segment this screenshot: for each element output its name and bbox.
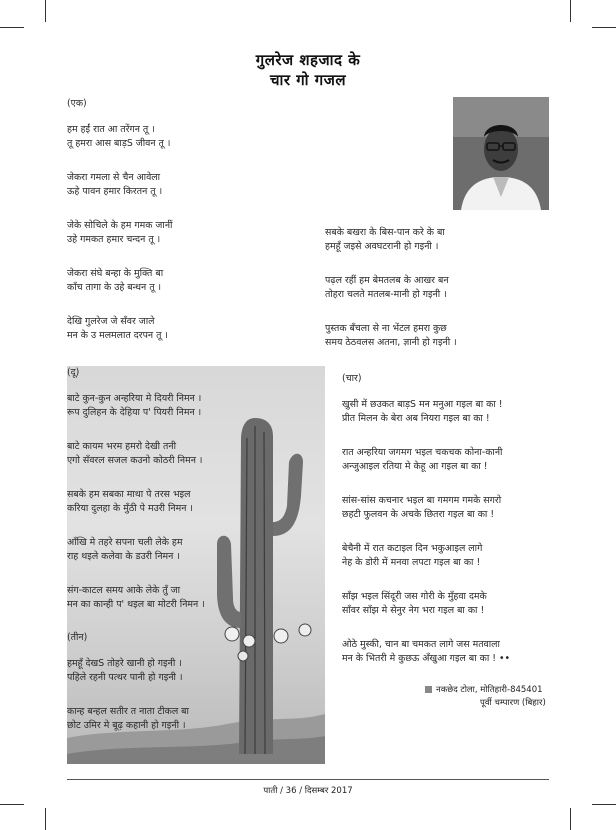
crop-mark <box>592 804 616 805</box>
couplet <box>67 392 205 420</box>
verse-line: राह थइले कलेवा के डउरी निमन । <box>67 551 180 562</box>
verse-line: काँच तागा के उहे बन्धन तू । <box>67 282 162 293</box>
crop-mark <box>0 27 24 28</box>
couplet <box>342 590 510 618</box>
verse-line: कान्ह बन्हल सतीर त नाता टीकल बा <box>67 706 189 717</box>
couplet <box>67 267 172 295</box>
verse-line: सबके बखरा के बिस-पान करे के बा <box>325 227 445 238</box>
couplet <box>67 705 189 733</box>
verse-line: हम हईं रात आ तरेंगन तू । <box>67 124 155 135</box>
verse-line: साँझ भइल सिंदूरी जस गोरी के मुँहवा दमके <box>342 591 487 602</box>
verse-line: आँखि मे तहरे सपना चली लेके हम <box>67 537 183 548</box>
verse-line: अन्जुआइल रतिया मे केहू आ गइल बा का ! <box>342 461 488 472</box>
ghazal-one <box>67 97 172 363</box>
crop-mark <box>45 0 46 22</box>
verse-line: उहे गमकत हमार चन्दन तू । <box>67 234 161 245</box>
address-line: नकछेद टोला, मोतिहारी-845401 <box>436 685 543 695</box>
ghazal-four <box>342 372 510 686</box>
verse-line: छोट उमिर मे बूढ़ कहानी हो गइनी । <box>67 720 186 731</box>
verse-line: तोहरा चलते मतलब-मानी हो गइनी । <box>325 289 447 300</box>
address-line: पूर्वी चम्पारण (बिहार) <box>480 698 546 708</box>
verse-line: मन के उ मलमलात दरपन तू । <box>67 330 168 341</box>
verse-line: मन का कान्ही प' थइल बा मोटरी निमन । <box>67 599 205 610</box>
verse-line: जेके सोचिले के हम गमक जानीं <box>67 220 173 231</box>
verse-line: सबके हम सबका माथा पे तरस भइल <box>67 489 191 500</box>
verse-line: देखि गुलरेज जे सँवर जाले <box>67 316 155 327</box>
verse-line: छहटी फुलवन के अचके छितरा गइल बा का ! <box>342 509 495 520</box>
verse-line: मन के भितरी मे कुछऊ अँखुआ गइल बा का ! •• <box>342 653 511 664</box>
verse-line: प्रीत मिलन के बेरा अब नियरा गइल बा का ! <box>342 413 490 424</box>
couplet <box>67 536 205 564</box>
couplet <box>67 440 205 468</box>
verse-line: बाटे कायम भरम हमरो देखी तनी <box>67 441 177 452</box>
couplet <box>67 488 205 516</box>
ghazal-heading: (दू) <box>67 367 80 378</box>
page-footer: पाती / 36 / दिसम्बर 2017 <box>263 786 353 796</box>
ghazal-three <box>67 631 189 753</box>
ghazal-three-continued <box>325 226 457 370</box>
verse-line: हमहूँ देखS तोहरे खानी हो गइनी । <box>67 658 182 669</box>
couplet <box>325 322 457 350</box>
verse-line: हमहूँ जइसे अवघटरानी हो गइनी । <box>325 241 439 252</box>
couplet <box>325 274 457 302</box>
verse-line: ओठे मुस्की, चान बा चमकत लागे जस मतवाला <box>342 639 500 650</box>
couplet <box>325 226 457 254</box>
ghazal-heading: (तीन) <box>67 632 88 643</box>
couplet <box>67 219 172 247</box>
verse-line: बेचैनी में रात कटाइल दिन भकुआइल लागे <box>342 543 483 554</box>
crop-mark <box>0 804 24 805</box>
couplet <box>67 171 172 199</box>
couplet <box>342 446 510 474</box>
verse-line: पहिले रहनी पत्थर पानी हो गइनी । <box>67 672 183 683</box>
verse-line: संग-काटल समय आके लेके तुँ जा <box>67 585 181 596</box>
verse-line: पढ़ल रहीं हम बेमतलब के आखर बन <box>325 275 449 286</box>
couplet <box>67 657 189 685</box>
couplet <box>67 123 172 151</box>
page-title-line2: चार गो गजल <box>269 71 347 89</box>
verse-line: तू हमरा आस बाड़S जीवन तू । <box>67 138 171 149</box>
couplet <box>342 542 510 570</box>
verse-line: एगो सँवरल सजल कउनो कोठरी निमन । <box>67 455 203 466</box>
couplet <box>342 398 510 426</box>
verse-line: नेह के डोरी में मनवा लपटा गइल बा का ! <box>342 557 481 568</box>
ghazal-heading: (चार) <box>342 373 362 384</box>
author-address <box>425 684 546 710</box>
couplet <box>342 494 510 522</box>
author-photo <box>453 97 549 210</box>
verse-line: रात अन्हरिया जगमग भइल चकचक कोना-कानी <box>342 447 503 458</box>
footer-divider <box>67 779 549 780</box>
square-bullet-icon <box>425 686 432 693</box>
verse-line: पुस्तक बँचला से ना भेंटल हमरा कुछ <box>325 323 447 334</box>
couplet <box>342 638 510 666</box>
verse-line: जेकरा गमला से चैन आवेला <box>67 172 161 183</box>
ghazal-heading: (एक) <box>67 98 87 109</box>
verse-line: जेकरा संघे बन्हा के मुक्ति बा <box>67 268 164 279</box>
crop-mark <box>592 27 616 28</box>
verse-line: समय ठेठवलस अतना, ज्ञानी हो गइनी । <box>325 337 457 348</box>
couplet <box>67 584 205 612</box>
verse-line: साँवर साँझ मे सेनुर नेग भरा गइल बा का ! <box>342 605 485 616</box>
verse-line: रूप दुलिहन के देहिया प' पियरी निमन । <box>67 407 202 418</box>
ghazal-two <box>67 366 205 632</box>
verse-line: ऊहे पावन हमार किरतन तू । <box>67 186 163 197</box>
page-title-line1: गुलरेज शहजाद के <box>255 51 361 69</box>
verse-line: खुसी में छउकत बाड़S मन मनुआ गइल बा का ! <box>342 399 503 410</box>
verse-line: बाटे कुन-कुन अन्हरिया मे दियरी निमन । <box>67 393 202 404</box>
verse-line: सांस-सांस कचनार भइल बा गमगम गमके सगरो <box>342 495 502 506</box>
crop-mark <box>570 0 571 22</box>
couplet <box>67 315 172 343</box>
crop-mark <box>570 808 571 830</box>
crop-mark <box>45 808 46 830</box>
verse-line: करिया दुलहा के मुँठी पे मउरी निमन । <box>67 503 193 514</box>
